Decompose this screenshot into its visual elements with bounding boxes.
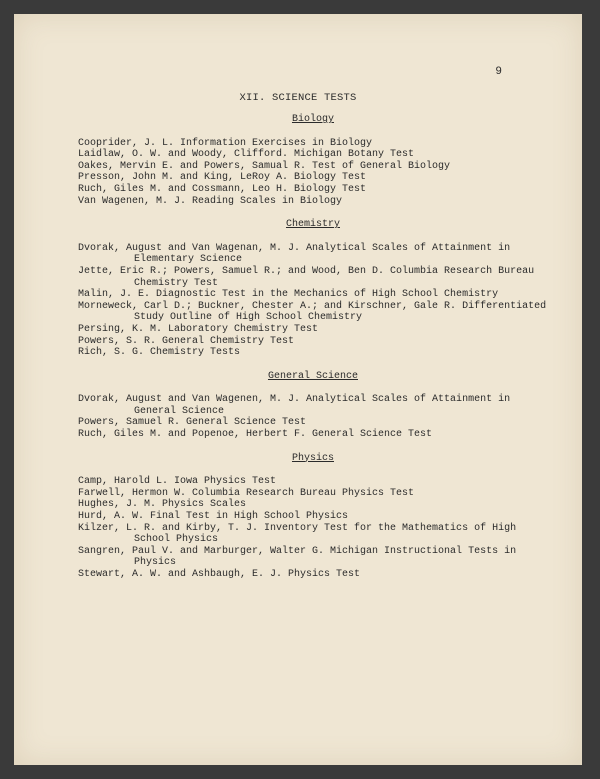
document-content bbox=[78, 114, 548, 593]
list-item: Hughes, J. M. Physics Scales bbox=[78, 499, 247, 511]
list-item: Stewart, A. W. and Ashbaugh, E. J. Physics Test bbox=[78, 569, 361, 580]
list-item: Malin, J. E. Diagnostic Test in the Mechanics of High School Chemistry bbox=[78, 289, 499, 301]
section-chemistry bbox=[78, 219, 548, 359]
list-item: Persing, K. M. Laboratory Chemistry Test bbox=[78, 323, 319, 335]
list-item: Ruch, Giles M. and Popenoe, Herbert F. General Science Test bbox=[78, 429, 433, 441]
list-item: Camp, Harold L. Iowa Physics Test bbox=[78, 476, 277, 488]
list-item: Sangren, Paul V. and Marburger, Walter G. Michigan Instructional Tests in Physics bbox=[78, 545, 517, 569]
list-item: Van Wagenen, M. J. Reading Scales in Biology bbox=[78, 195, 343, 207]
list-item: Oakes, Mervin E. and Powers, Samual R. Test of General Biology bbox=[78, 160, 451, 172]
list-item: Ruch, Giles M. and Cossmann, Leo H. Biology Test bbox=[78, 183, 367, 195]
list-item: Jette, Eric R.; Powers, Samuel R.; and Wood, Ben D. Columbia Research Bureau Chemistry Test bbox=[78, 265, 535, 289]
section-general-science bbox=[78, 371, 548, 441]
list-item: Powers, Samuel R. General Science Test bbox=[78, 417, 307, 429]
list-item: Powers, S. R. General Chemistry Test bbox=[78, 335, 295, 347]
section-heading: Chemistry bbox=[285, 219, 340, 231]
section-heading: General Science bbox=[267, 370, 358, 382]
section-physics bbox=[78, 453, 548, 581]
list-item: Laidlaw, O. W. and Woody, Clifford. Michigan Botany Test bbox=[78, 149, 415, 161]
section-biology bbox=[78, 114, 548, 207]
section-heading: Biology bbox=[291, 114, 334, 125]
list-item: Farwell, Hermon W. Columbia Research Bureau Physics Test bbox=[78, 487, 415, 499]
document-page bbox=[14, 14, 582, 765]
list-item: Dvorak, August and Van Wagenen, M. J. Analytical Scales of Attainment in General Science bbox=[78, 394, 511, 417]
list-item: Cooprider, J. L. Information Exercises in Biology bbox=[78, 137, 373, 149]
list-item: Rich, S. G. Chemistry Tests bbox=[78, 347, 241, 359]
list-item: Presson, John M. and King, LeRoy A. Biology Test bbox=[78, 172, 367, 184]
list-item: Kilzer, L. R. and Kirby, T. J. Inventory Test for the Mathematics of High School Physics bbox=[78, 522, 517, 546]
list-item: Morneweck, Carl D.; Buckner, Chester A.; and Kirschner, Gale R. Differentiated Study Outline of High School Chemistry bbox=[78, 300, 547, 324]
page-title: XII. SCIENCE TESTS bbox=[239, 92, 357, 104]
list-item: Hurd, A. W. Final Test in High School Physics bbox=[78, 511, 349, 523]
page-number: 9 bbox=[495, 66, 502, 78]
section-heading: Physics bbox=[291, 452, 334, 464]
list-item: Dvorak, August and Van Wagenan, M. J. Analytical Scales of Attainment in Elementary Science bbox=[78, 242, 511, 266]
